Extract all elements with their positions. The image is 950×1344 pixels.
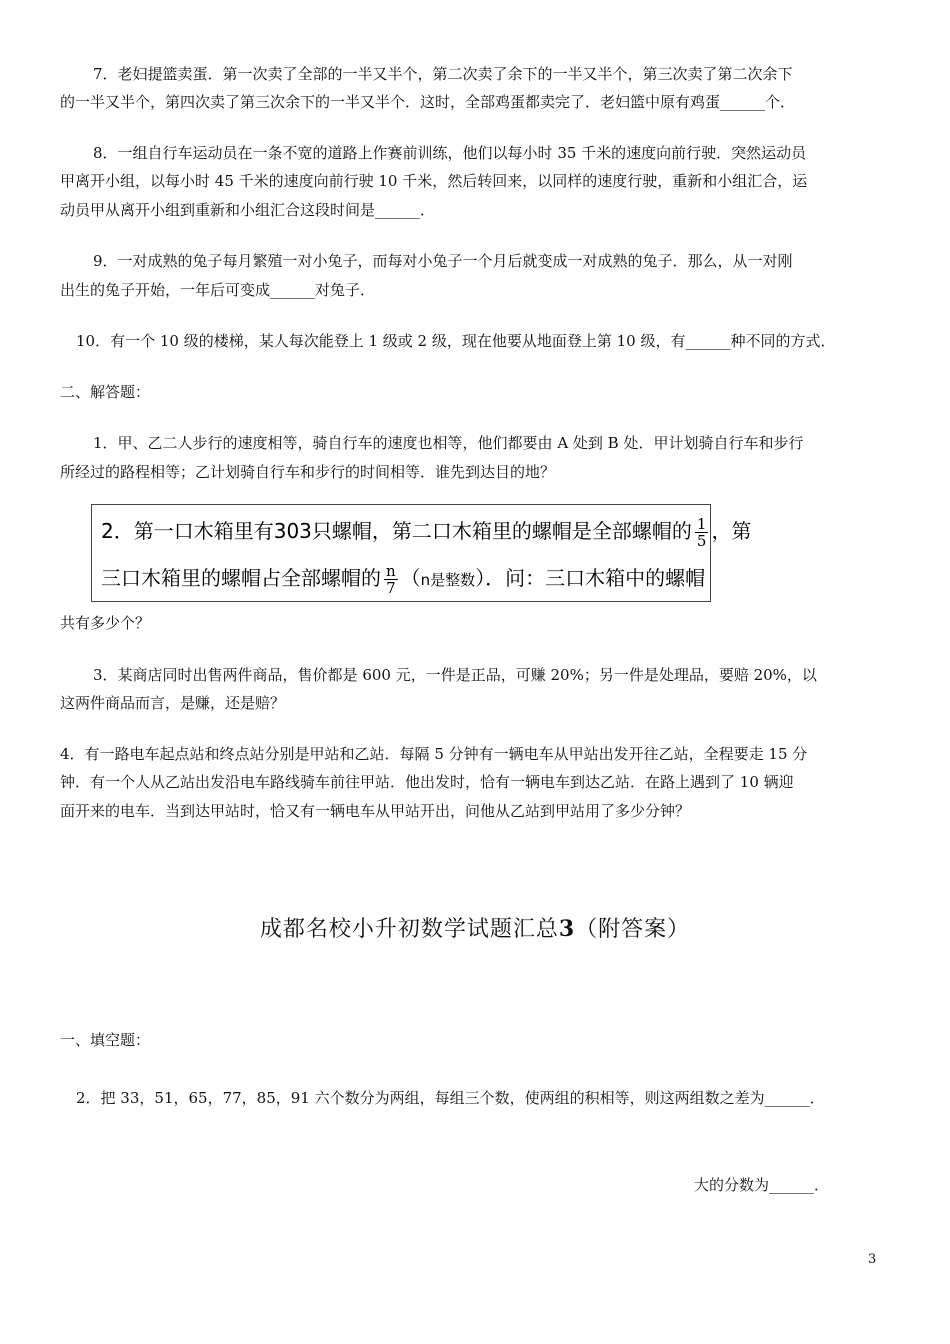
answer-3-line1: 3．某商店同时出售两件商品，售价都是 600 元，一件是正品，可赚 20%；另一件是处理品，要赔 20%，以 xyxy=(93,666,817,684)
fraction-numerator: 1 xyxy=(696,515,707,533)
page-number: 3 xyxy=(868,1252,877,1267)
fill-problem-2: 2．把 33，51，65，77，85，91 六个数分为两组，每组三个数，使两组的积相等，则这两组数之差为______． xyxy=(76,1089,825,1107)
title-number: 3 xyxy=(558,916,576,942)
title-suffix: （附答案） xyxy=(575,917,691,942)
answer-2-box-row1-text: 2．第一口木箱里有303只螺帽，第二口木箱里的螺帽是全部螺帽的 xyxy=(101,519,692,543)
answer-2-box-row1-tail: ，第 xyxy=(711,519,752,543)
problem-10: 10．有一个 10 级的楼梯，某人每次能登上 1 级或 2 级，现在他要从地面登上第 10 级，有______种不同的方式． xyxy=(76,332,836,350)
problem-8-line2: 甲离开小组，以每小时 45 千米的速度向前行驶 10 千米，然后转回来，以同样的速度行驶，重新和小组汇合，运 xyxy=(60,172,808,190)
fraction-denominator: 7 xyxy=(386,579,396,597)
answer-2-tail: 共有多少个？ xyxy=(60,614,151,632)
section-heading-answers: 二、解答题： xyxy=(60,383,151,401)
n-integer-note: n是整数 xyxy=(420,571,476,589)
problem-7-line1: 7．老妇提篮卖蛋．第一次卖了全部的一半又半个，第二次卖了余下的一半又半个，第三次卖了第二次余下 xyxy=(93,65,793,83)
fill-tail-line: 大的分数为______． xyxy=(694,1176,830,1194)
page-title xyxy=(0,914,950,945)
section-heading-fill: 一、填空题： xyxy=(60,1031,151,1049)
paren-open: （ xyxy=(400,566,421,590)
answer-2-box-row2-tail: ）．问：三口木箱中的螺帽 xyxy=(475,566,706,590)
fraction-numerator: n xyxy=(386,562,396,580)
answer-2-box-row2 xyxy=(101,562,705,596)
problem-7-line2: 的一半又半个，第四次卖了第三次余下的一半又半个．这时，全部鸡蛋都卖完了．老妇篮中原有鸡蛋______个． xyxy=(60,93,796,111)
answer-2-box-row1 xyxy=(101,515,751,549)
answer-1-line1: 1．甲、乙二人步行的速度相等，骑自行车的速度也相等，他们都要由 A 处到 B 处．甲计划骑自行车和步行 xyxy=(93,434,804,452)
problem-9-line2: 出生的兔子开始，一年后可变成______对兔子． xyxy=(60,281,376,299)
answer-2-boxed-image xyxy=(91,504,752,602)
answer-4-line2: 钟．有一个人从乙站出发沿电车路线骑车前往甲站．他出发时，恰有一辆电车到达乙站．在路上遇到了 10 辆迎 xyxy=(60,773,794,791)
answer-4-line3: 面开来的电车．当到达甲站时，恰又有一辆电车从甲站开出，问他从乙站到甲站用了多少分钟？ xyxy=(60,802,691,820)
problem-8-line1: 8．一组自行车运动员在一条不宽的道路上作赛前训练，他们以每小时 35 千米的速度向前行驶．突然运动员 xyxy=(93,144,807,162)
answer-4-line1: 4．有一路电车起点站和终点站分别是甲站和乙站．每隔 5 分钟有一辆电车从甲站出发开往乙站，全程要走 15 分 xyxy=(60,745,808,763)
title-text: 成都名校小升初数学试题汇总 xyxy=(259,917,559,942)
answer-2-box-row2-text: 三口木箱里的螺帽占全部螺帽的 xyxy=(101,566,381,590)
answer-1-line2: 所经过的路程相等；乙计划骑自行车和步行的时间相等．谁先到达目的地？ xyxy=(60,463,556,481)
answer-3-line2: 这两件商品而言，是赚，还是赔？ xyxy=(60,694,286,712)
problem-8-line3: 动员甲从离开小组到重新和小组汇合这段时间是______． xyxy=(60,201,436,219)
fraction-n-sevenths xyxy=(384,563,398,596)
problem-9-line1: 9．一对成熟的兔子每月繁殖一对小兔子，而每对小兔子一个月后就变成一对成熟的兔子．那么，从一对刚 xyxy=(93,252,793,270)
fraction-denominator: 5 xyxy=(696,532,707,550)
fraction-one-fifth xyxy=(695,516,709,549)
